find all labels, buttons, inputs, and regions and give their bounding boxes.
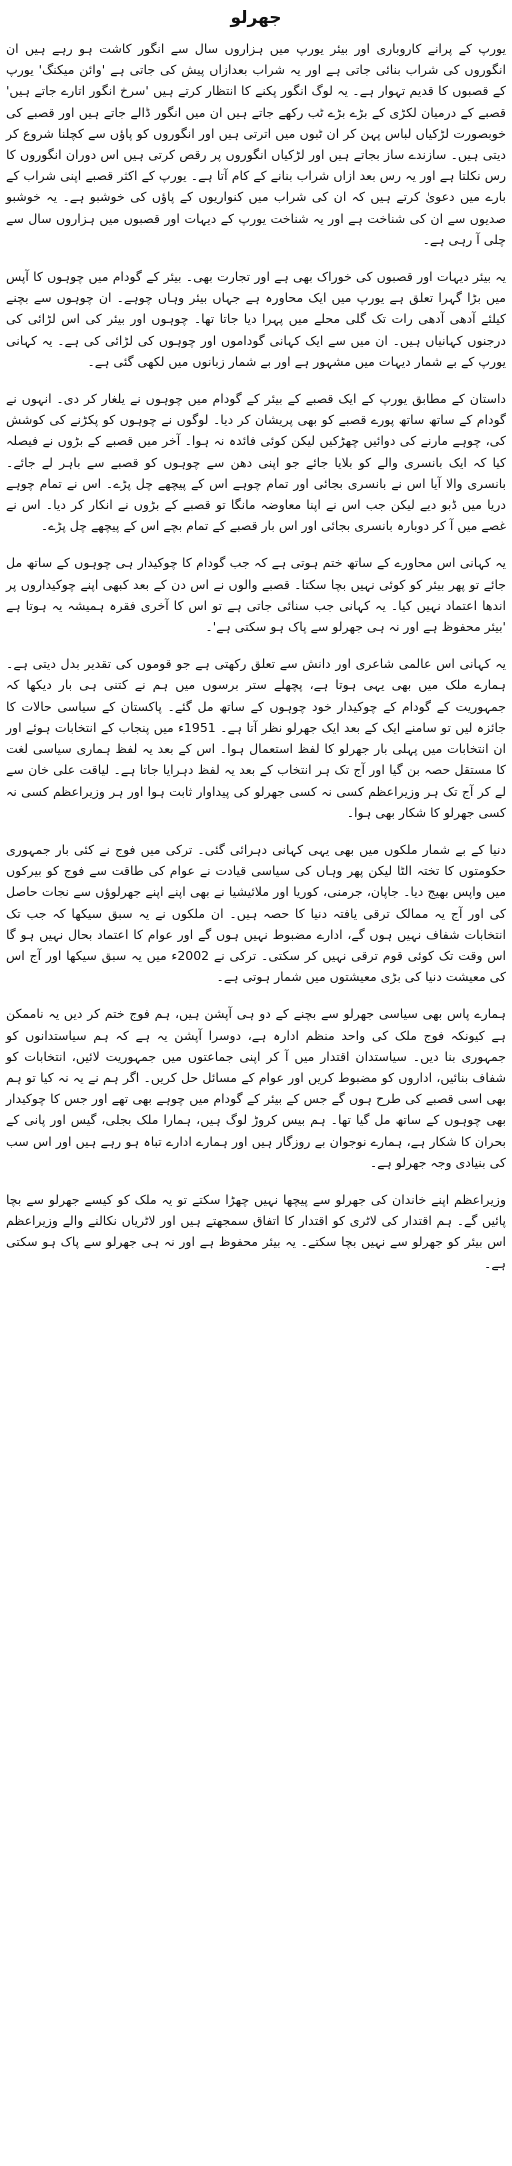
article-paragraph: یہ بیئر دیہات اور قصبوں کی خوراک بھی ہے اور تجارت بھی۔ بیئر کے گودام میں چوہوں کا آپس میں بڑا گہرا تعلق ہے یورپ میں ایک محاورہ ہے جہاں بیئر وہاں چوہے۔ ان چوہوں سے بچنے کیلئے آدھی آدھی رات تک گلی محلے میں پہرا دیا جاتا تھا۔ چوہوں اور بیئر کی اس لڑائی کی درجنوں کہانیاں ہیں۔ ان میں سے ایک کہانی گوداموں اور چوہوں کی لڑائی کی ہے۔ یہ کہانی یورپ کے بے شمار دیہات میں مشہور ہے اور بے شمار زبانوں میں لکھی گئی ہے۔ bbox=[6, 269, 506, 369]
article-paragraph: وزیراعظم اپنے خاندان کی جھرلو سے پیچھا نہیں چھڑا سکتے تو یہ ملک کو کیسے جھرلو سے بچا پائیں گے۔ ہم اقتدار کی لاٹری کو اقتدار کا اتفاق سمجھتے ہیں اور لاٹریاں نکالنے والے وزیراعظم اس بیئر کو جھرلو سے نہیں بچا سکتے۔ یہ بیئر محفوظ ہے اور نہ ہی جھرلو سے پاک ہو سکتی ہے۔ bbox=[6, 1191, 506, 1271]
article-paragraph: دنیا کے بے شمار ملکوں میں بھی یہی کہانی دہرائی گئی۔ ترکی میں فوج نے کئی بار جمہوری حکومتوں کا تختہ الٹا لیکن پھر وہاں کی سیاسی قیادت نے عوام کی طاقت سے فوج کو بیرکوں میں واپس بھیج دیا۔ جاپان، جرمنی، کوریا اور ملائیشیا نے بھی اپنے اپنے جھرلوؤں سے نجات حاصل کی اور آج یہ ممالک ترقی یافتہ دنیا کا حصہ ہیں۔ ان ملکوں نے یہ سبق سیکھا کہ جب تک انتخابات شفاف نہیں ہوں گے، ادارے مضبوط نہیں ہوں گے اور عوام کا اعتماد بحال نہیں ہو گا اس وقت تک کوئی قوم ترقی نہیں کر سکتی۔ ترکی نے 2002ء میں یہ سبق سیکھا اور آج اس کی معیشت دنیا کی بڑی معیشتوں میں شمار ہوتی ہے۔ bbox=[6, 841, 507, 985]
article-paragraph: یہ کہانی اس محاورے کے ساتھ ختم ہوتی ہے کہ جب گودام کا چوکیدار ہی چوہوں کے ساتھ مل جائے تو پھر بیئر کو کوئی نہیں بچا سکتا۔ قصبے والوں نے اس دن کے بعد کبھی اپنے چوکیداروں پر اندھا اعتماد نہیں کیا۔ یہ کہانی جب سنائی جاتی ہے تو اس کا آخری فقرہ ہمیشہ یہ ہوتا ہے 'بیئر محفوظ ہے اور نہ ہی جھرلو سے پاک ہو سکتی ہے'۔ bbox=[6, 555, 506, 635]
article-paragraph: یورپ کے پرانے کاروباری اور بیئر یورپ میں ہزاروں سال سے انگور کاشت ہو رہے ہیں ان انگوروں کی شراب بنائی جاتی ہے اور یہ شراب بعدازاں پیش کی جاتی ہے 'وائن میکنگ' یورپ کے قصبوں کا قدیم تہوار ہے۔ یہ لوگ انگور پکنے کا انتظار کرتے ہیں 'سرخ انگور اتارے جاتے ہیں' قصبے کے درمیان لکڑی کے بڑے بڑے ٹب رکھے جاتے ہیں ان میں انگور ڈالے جاتے ہیں اور قصبے کی خوبصورت لڑکیاں لباس پہن کر ان ٹبوں میں اترتی ہیں اور انگوروں کو پاؤں سے کچلنا شروع کر دیتی ہیں۔ سازندے ساز بجاتے ہیں اور لڑکیاں انگوروں پر رقص کرتی ہیں اس دوران انگوروں کا رس نکلتا ہے اور یہ رس بعد ازاں شراب بنانے کے کام آتا ہے۔ یورپ کے اکثر قصبے اپنی شراب کے بارے میں دعویٰ کرتے ہیں کہ ان کی شراب میں کنواریوں کے پاؤں کی خوشبو ہے۔ یہ خوشبو صدیوں سے ان کی شناخت ہے اور یہ شناخت یورپ کے دیہات اور قصبوں میں ہزاروں سال سے چلی آ رہی ہے۔ bbox=[6, 41, 506, 247]
article-title: جھرلو bbox=[230, 8, 282, 28]
article-paragraph: یہ کہانی اس عالمی شاعری اور دانش سے تعلق رکھتی ہے جو قوموں کی تقدیر بدل دیتی ہے۔ ہمارے ملک میں بھی یہی ہوتا ہے، پچھلے ستر برسوں میں ہم نے کتنی ہی بار دیکھا کہ جمہوریت کے گودام کے چوکیدار خود چوہوں کے ساتھ مل گئے۔ پاکستان کے سیاسی حالات کا جائزہ لیں تو سامنے ایک کے بعد ایک جھرلو نظر آتا ہے۔ 1951ء میں پنجاب کے انتخابات ہوئے اور ان انتخابات میں پہلی بار جھرلو کا لفظ استعمال ہوا۔ اس کے بعد یہ لفظ ہماری سیاسی لغت کا مستقل حصہ بن گیا اور آج تک ہر انتخاب کے بعد یہ لفظ دہرایا جاتا ہے۔ لیاقت علی خان سے لے کر آج تک ہر وزیراعظم کسی نہ کسی جھرلو کی پیداوار ثابت ہوا اور ہر وزیراعظم کسی نہ کسی جھرلو کا شکار بھی ہوا۔ bbox=[6, 656, 506, 820]
article-paragraph: ہمارے پاس بھی سیاسی جھرلو سے بچنے کے دو ہی آپشن ہیں، ہم فوج ختم کر دیں یہ ناممکن ہے کیونکہ فوج ملک کی واحد منظم ادارہ ہے، دوسرا آپشن یہ ہے کہ ہم سیاستدانوں کو جمہوری بنا دیں۔ سیاستدان اقتدار میں آ کر اپنی جماعتوں میں جمہوریت لائیں، انتخابات کو شفاف بنائیں، اداروں کو مضبوط کریں اور عوام کے مسائل حل کریں۔ اگر ہم نے یہ نہ کیا تو ہم بھی اسی قصبے کی طرح ہوں گے جس کے بیئر کے گودام میں چوہے بھی تھے اور جس کا چوکیدار بھی چوہوں کے ساتھ مل گیا تھا۔ ہم بیس کروڑ لوگ ہیں، ہمارا ملک بجلی، گیس اور پانی کے بحران کا شکار ہے، ہمارے نوجوان بے روزگار ہیں اور ہمارے ادارے تباہ ہو رہے ہیں اور اس سب کی بنیادی وجہ جھرلو ہے۔ bbox=[6, 1006, 506, 1170]
article-body bbox=[6, 38, 506, 1274]
article-paragraph: داستان کے مطابق یورپ کے ایک قصبے کے بیئر کے گودام میں چوہوں نے یلغار کر دی۔ انہوں نے گودام کے ساتھ ساتھ پورے قصبے کو بھی پریشان کر دیا۔ لوگوں نے چوہوں کو پکڑنے کی کوشش کی، چوہے مارنے کی دوائیں چھڑکیں لیکن کوئی فائدہ نہ ہوا۔ آخر میں قصبے کے بڑوں نے فیصلہ کیا کہ ایک بانسری والے کو بلایا جائے جو اپنی دھن سے چوہوں کو قصبے سے باہر لے جائے۔ بانسری والا آیا اس نے بانسری بجائی اور تمام چوہے اس کے پیچھے چل پڑے۔ اس نے تمام چوہے دریا میں ڈبو دیے لیکن جب اس نے اپنا معاوضہ مانگا تو قصبے کے بڑوں نے انکار کر دیا۔ اس نے غصے میں آ کر دوبارہ بانسری بجائی اور اس بار قصبے کے تمام بچے اس کے پیچھے چل پڑے۔ bbox=[6, 391, 506, 534]
